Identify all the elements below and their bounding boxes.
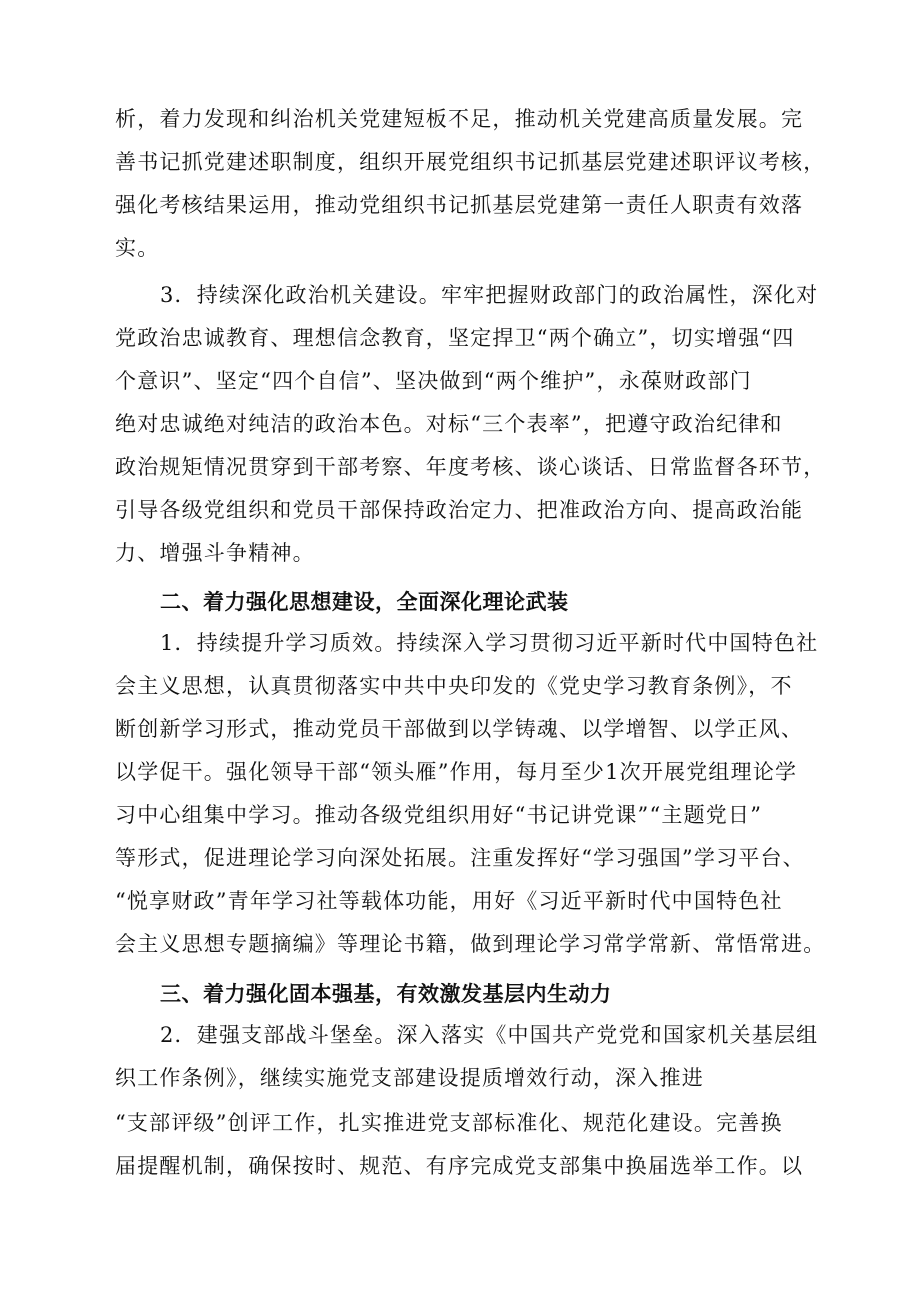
paragraph-line: 政治规矩情况贯穿到干部考察、年度考核、谈心谈话、日常监督各环节， xyxy=(115,455,826,479)
paragraph-line: 强化考核结果运用，推动党组织书记抓基层党建第一责任人职责有效落 xyxy=(115,193,804,217)
paragraph-line: 会主义思想专题摘编》等理论书籍，做到理论学习常学常新、常悟常进。 xyxy=(115,932,826,956)
paragraph-line: 个意识”、坚定“四个自信”、坚决做到“两个维护”，永葆财政部门 xyxy=(115,369,752,393)
paragraph-line: 析，着力发现和纠治机关党建短板不足，推动机关党建高质量发展。完 xyxy=(115,107,804,131)
paragraph-line: 1．持续提升学习质效。持续深入学习贯彻习近平新时代中国特色社 xyxy=(160,631,819,655)
paragraph-line: 3．持续深化政治机关建设。牢牢把握财政部门的政治属性，深化对 xyxy=(160,283,819,307)
paragraph-line: 等形式，促进理论学习向深处拓展。注重发挥好“学习强国”学习平台、 xyxy=(115,846,805,870)
paragraph-line: 届提醒机制，确保按时、规范、有序完成党支部集中换届选举工作。以 xyxy=(115,1154,804,1178)
paragraph-line: 党政治忠诚教育、理想信念教育，坚定捍卫“两个确立”，切实增强“四 xyxy=(115,326,795,350)
paragraph-line: 实。 xyxy=(115,236,160,260)
paragraph-line: 力、增强斗争精神。 xyxy=(115,541,315,565)
paragraph-line: 2．建强支部战斗堡垒。深入落实《中国共产党党和国家机关基层组 xyxy=(160,1023,819,1047)
paragraph-line: 以学促干。强化领导干部“领头雁”作用，每月至少1次开展党组理论学 xyxy=(115,760,798,784)
paragraph-line: 织工作条例》，继续实施党支部建设提质增效行动，深入推进 xyxy=(115,1066,704,1090)
section-heading: 二、着力强化思想建设，全面深化理论武装 xyxy=(160,590,569,614)
paragraph-line: 绝对忠诚绝对纯洁的政治本色。对标“三个表率”，把遵守政治纪律和 xyxy=(115,412,783,436)
paragraph-line: 会主义思想，认真贯彻落实中共中央印发的《党史学习教育条例》，不 xyxy=(115,674,793,698)
section-heading: 三、着力强化固本强基，有效激发基层内生动力 xyxy=(160,982,612,1006)
paragraph-line: 习中心组集中学习。推动各级党组织用好“书记讲党课”“主题党日” xyxy=(115,803,763,827)
paragraph-line: “悦享财政”青年学习社等载体功能，用好《习近平新时代中国特色社 xyxy=(115,889,783,913)
paragraph-line: 善书记抓党建述职制度，组织开展党组织书记抓基层党建述职评议考核， xyxy=(115,150,826,174)
paragraph-line: 引导各级党组织和党员干部保持政治定力、把准政治方向、提高政治能 xyxy=(115,498,804,522)
paragraph-line: 断创新学习形式，推动党员干部做到以学铸魂、以学增智、以学正风、 xyxy=(115,717,804,741)
paragraph-line: “支部评级”创评工作，扎实推进党支部标准化、规范化建设。完善换 xyxy=(115,1111,783,1135)
